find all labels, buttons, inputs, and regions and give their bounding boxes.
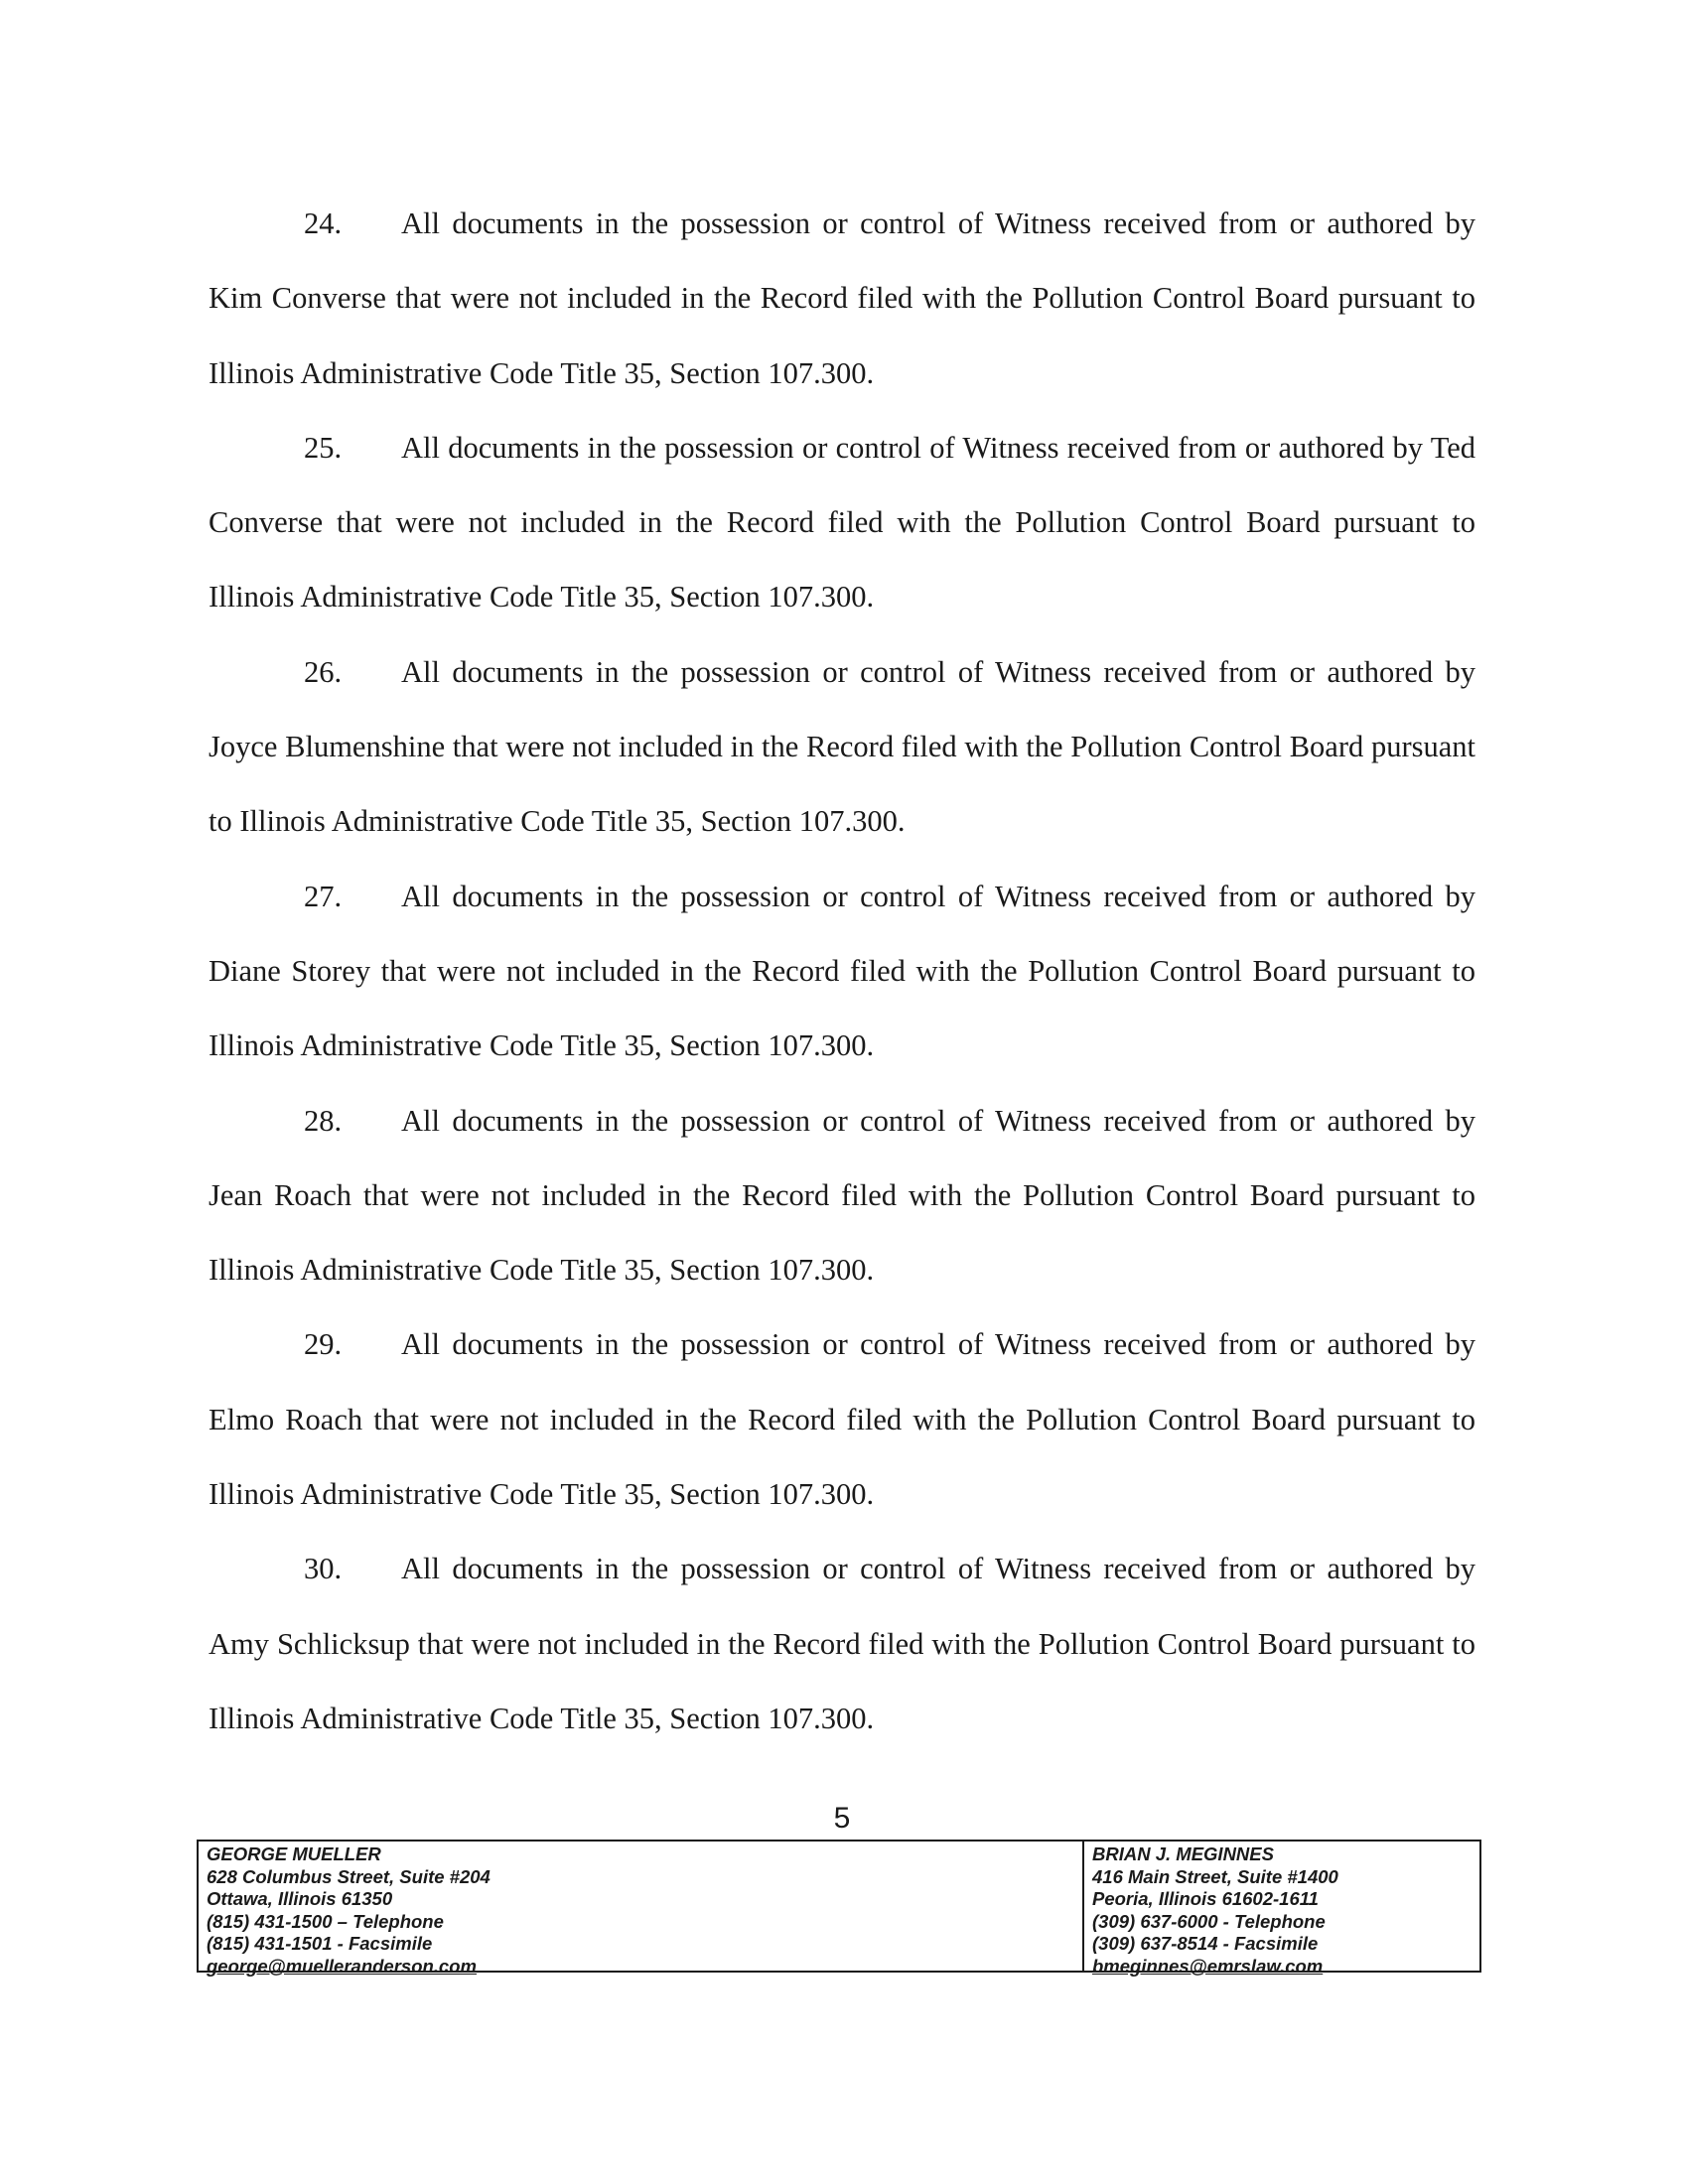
attorney-email-link[interactable]: george@muelleranderson.com bbox=[207, 1955, 477, 1977]
paragraph-text: All documents in the possession or control of Witness received from or authored by Kim Converse that were not included in the Record filed with the Pollution Control Board pursuant to Illinois Administrative Code Title 35, Section 107.300. bbox=[209, 206, 1475, 390]
attorney-footer bbox=[197, 1840, 1481, 1977]
paragraph-text: All documents in the possession or control of Witness received from or authored by Amy Schlicksup that were not included in the Record filed with the Pollution Control Board pursuant to Illinois Administrative Code Title 35, Section 107.300. bbox=[209, 1552, 1475, 1735]
paragraph-29 bbox=[209, 1307, 1475, 1532]
paragraph-number: 30. bbox=[304, 1552, 343, 1586]
paragraph-27 bbox=[209, 860, 1475, 1084]
paragraph-text: All documents in the possession or control of Witness received from or authored by Elmo Roach that were not included in the Record filed with the Pollution Control Board pursuant to Illinois Administrative Code Title 35, Section 107.300. bbox=[209, 1327, 1475, 1512]
paragraph-number: 28. bbox=[304, 1103, 343, 1138]
paragraph-30 bbox=[209, 1532, 1475, 1756]
attorney-street: 628 Columbus Street, Suite #204 bbox=[207, 1865, 491, 1887]
footer-contact-right bbox=[1084, 1842, 1479, 1977]
paragraph-number: 29. bbox=[304, 1327, 343, 1362]
paragraph-28 bbox=[209, 1084, 1475, 1308]
attorney-email-link[interactable]: bmeginnes@emrslaw.com bbox=[1092, 1955, 1324, 1977]
attorney-name: GEORGE MUELLER bbox=[207, 1843, 381, 1864]
attorney-name: BRIAN J. MEGINNES bbox=[1092, 1843, 1274, 1864]
paragraph-text: All documents in the possession or control of Witness received from or authored by Jean Roach that were not included in the Record filed with the Pollution Control Board pursuant to Illinois Administrative Code Title 35, Section 107.300. bbox=[209, 1103, 1475, 1288]
attorney-street: 416 Main Street, Suite #1400 bbox=[1092, 1865, 1338, 1887]
paragraph-text: All documents in the possession or control of Witness received from or authored by Diane Storey that were not included in the Record filed with the Pollution Control Board pursuant to Illinois Administrative Code Title 35, Section 107.300. bbox=[209, 879, 1475, 1063]
paragraph-number: 26. bbox=[304, 654, 343, 689]
paragraph-26 bbox=[209, 635, 1475, 860]
document-body bbox=[209, 187, 1475, 1756]
attorney-phone: (815) 431-1500 – Telephone bbox=[207, 1910, 444, 1932]
paragraph-number: 25. bbox=[304, 430, 343, 465]
paragraph-number: 27. bbox=[304, 879, 343, 913]
paragraph-24 bbox=[209, 187, 1475, 411]
attorney-fax: (815) 431-1501 - Facsimile bbox=[207, 1933, 433, 1954]
paragraph-number: 24. bbox=[304, 206, 343, 240]
attorney-fax: (309) 637-8514 - Facsimile bbox=[1092, 1933, 1319, 1954]
attorney-phone: (309) 637-6000 - Telephone bbox=[1092, 1910, 1326, 1932]
attorney-city: Peoria, Illinois 61602-1611 bbox=[1092, 1888, 1319, 1909]
attorney-city: Ottawa, Illinois 61350 bbox=[207, 1888, 393, 1909]
paragraph-text: All documents in the possession or control of Witness received from or authored by Joyce Blumenshine that were not included in the Record filed with the Pollution Control Board pursuant to Illinois Administrative Code Title 35, Section 107.300. bbox=[209, 654, 1475, 839]
paragraph-text: All documents in the possession or control of Witness received from or authored by Ted Converse that were not included in the Record filed with the Pollution Control Board pursuant to Illinois Administrative Code Title 35, Section 107.300. bbox=[209, 430, 1475, 614]
page-number: 5 bbox=[833, 1802, 851, 1835]
paragraph-25 bbox=[209, 411, 1475, 635]
footer-contact-left bbox=[199, 1842, 1084, 1977]
